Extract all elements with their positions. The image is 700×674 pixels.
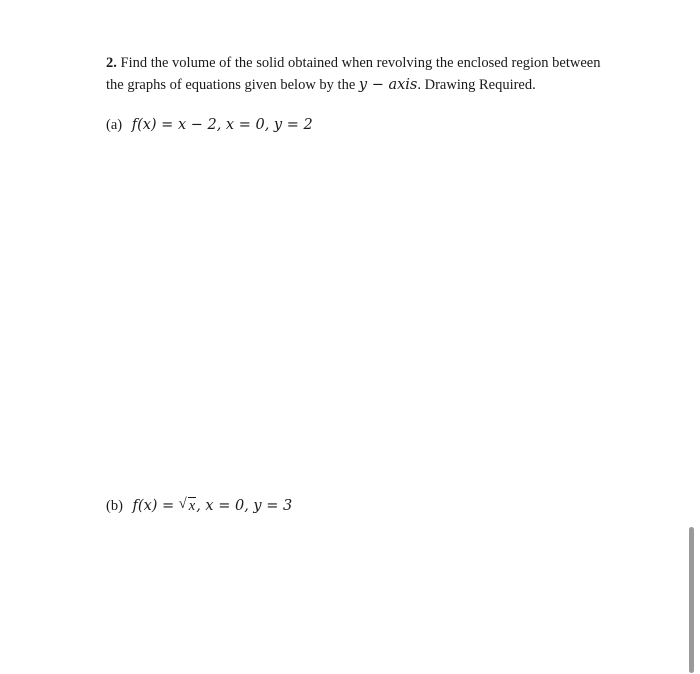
radicand: x bbox=[188, 498, 196, 514]
axis-text: y − axis bbox=[358, 77, 418, 93]
part-a-expression: f(x) = x − 2, x = 0, y = 2 bbox=[131, 117, 313, 133]
part-b bbox=[106, 496, 292, 516]
problem-number: 2. bbox=[106, 55, 117, 71]
problem-text-line2a: the graphs of equations given below by the bbox=[106, 77, 359, 93]
problem-text-line1: Find the volume of the solid obtained when revolving the enclosed region between bbox=[116, 55, 601, 71]
part-b-label: (b) bbox=[106, 498, 123, 514]
part-b-expression-prefix: f(x) = bbox=[132, 498, 179, 514]
problem-statement bbox=[106, 52, 626, 96]
vertical-scrollbar[interactable] bbox=[689, 527, 694, 673]
part-a-label: (a) bbox=[106, 117, 123, 133]
part-b-expression-suffix: , x = 0, y = 3 bbox=[196, 498, 293, 514]
radical-sign: √ bbox=[178, 496, 187, 512]
problem-text-line2b: . Drawing Required. bbox=[417, 77, 536, 93]
square-root bbox=[179, 496, 196, 516]
part-a bbox=[106, 115, 313, 135]
